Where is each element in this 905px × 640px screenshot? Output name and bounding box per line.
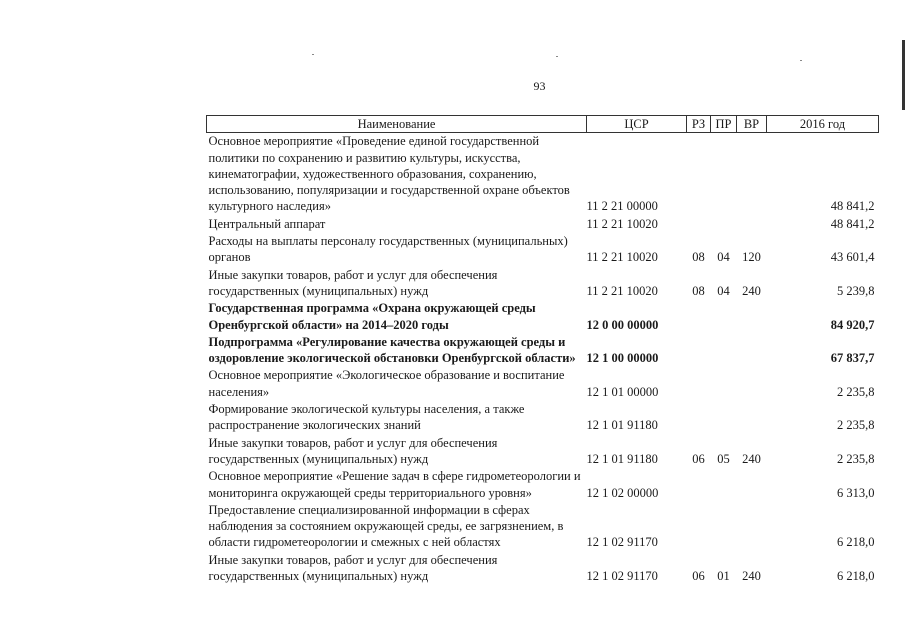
cell-sum: 6 313,0 [837, 485, 875, 500]
cell-pr: 04 [717, 283, 730, 298]
table-header-row [207, 116, 879, 133]
cell-rz: 08 [692, 283, 705, 298]
budget-table [206, 115, 879, 584]
cell-name: Расходы на выплаты персоналу государственных (муниципальных) органов [208, 234, 568, 265]
cell-pr: 04 [717, 250, 730, 265]
cell-sum: 6 218,0 [837, 535, 875, 550]
cell-vr [737, 333, 767, 367]
cell-pr [711, 501, 737, 551]
cell-csr: 12 1 01 91180 [586, 451, 658, 466]
cell-rz [687, 400, 711, 434]
cell-vr [737, 133, 767, 215]
cell-sum: 5 239,8 [837, 283, 875, 298]
table-row [207, 333, 879, 367]
cell-sum: 67 837,7 [830, 351, 875, 366]
cell-csr: 11 2 21 10020 [586, 250, 658, 265]
cell-vr: 240 [742, 283, 761, 298]
cell-vr [737, 467, 767, 501]
cell-vr [737, 400, 767, 434]
cell-vr [737, 215, 767, 232]
cell-name: Формирование экологической культуры населения, а также распространение экологических знаний [208, 402, 525, 433]
cell-vr: 240 [742, 451, 761, 466]
table-row [207, 133, 879, 215]
table-row [207, 215, 879, 232]
cell-rz [687, 333, 711, 367]
cell-vr: 120 [742, 250, 761, 265]
cell-rz [687, 501, 711, 551]
cell-name: Предоставление специализированной информации в сферах наблюдения за состоянием окружающей среды, ее загрязнением, в области гидрометеорологии и смежных с ней областях [208, 502, 564, 550]
cell-csr: 12 1 02 91170 [586, 535, 658, 550]
scan-dot [556, 56, 558, 57]
table-row [207, 467, 879, 501]
cell-pr [711, 133, 737, 215]
cell-rz: 06 [692, 569, 705, 584]
scan-dot [312, 54, 314, 55]
cell-pr [711, 333, 737, 367]
cell-name: Иные закупки товаров, работ и услуг для обеспечения государственных (муниципальных) нужд [208, 267, 498, 298]
table-row [207, 232, 879, 266]
cell-name: Основное мероприятие «Решение задач в сфере гидрометеорологии и мониторинга окружающей среды территориального уровня» [208, 469, 581, 500]
table-row [207, 299, 879, 333]
cell-sum: 2 235,8 [837, 451, 875, 466]
table-row [207, 434, 879, 468]
cell-csr: 12 0 00 00000 [586, 317, 659, 332]
header-name: Наименование [207, 116, 587, 133]
cell-rz: 06 [692, 451, 705, 466]
cell-rz [687, 467, 711, 501]
cell-pr: 01 [717, 569, 730, 584]
cell-name: Государственная программа «Охрана окружающей среды Оренбургской области» на 2014–2020 годы [208, 301, 536, 332]
cell-csr: 12 1 01 00000 [586, 384, 659, 399]
cell-name: Основное мероприятие «Проведение единой государственной политики по сохранению и развитию культуры, искусства, кинематографии, художественного образования, сохранению, использованию, популяризации и государственной охране объектов культурного наследия» [208, 134, 570, 214]
cell-sum: 43 601,4 [830, 250, 875, 265]
cell-csr: 12 1 02 00000 [586, 485, 659, 500]
cell-pr [711, 400, 737, 434]
table-row [207, 501, 879, 551]
cell-pr [711, 467, 737, 501]
scan-dot [800, 60, 802, 61]
cell-name: Основное мероприятие «Экологическое образование и воспитание населения» [208, 368, 565, 399]
cell-vr [737, 501, 767, 551]
cell-csr: 11 2 21 00000 [586, 199, 658, 214]
cell-sum: 48 841,2 [830, 216, 875, 231]
table-row [207, 400, 879, 434]
table-row [207, 366, 879, 400]
header-csr: ЦСР [587, 116, 687, 133]
cell-name: Иные закупки товаров, работ и услуг для обеспечения государственных (муниципальных) нужд [208, 435, 498, 466]
cell-pr [711, 215, 737, 232]
cell-rz [687, 366, 711, 400]
header-sum: 2016 год [767, 116, 879, 133]
cell-csr: 11 2 21 10020 [586, 283, 658, 298]
cell-name: Иные закупки товаров, работ и услуг для обеспечения государственных (муниципальных) нужд [208, 552, 498, 584]
cell-name: Подпрограмма «Регулирование качества окружающей среды и оздоровление экологической обстановки Оренбургской области» [208, 334, 576, 366]
header-pr: ПР [711, 116, 737, 133]
cell-sum: 48 841,2 [830, 199, 875, 214]
table-row [207, 266, 879, 300]
cell-sum: 6 218,0 [837, 569, 875, 584]
cell-csr: 11 2 21 10020 [586, 216, 658, 231]
cell-sum: 84 920,7 [830, 317, 875, 332]
table-body [207, 133, 879, 585]
cell-sum: 2 235,8 [837, 384, 875, 399]
cell-rz [687, 133, 711, 215]
cell-rz: 08 [692, 250, 705, 265]
cell-csr: 12 1 02 91170 [586, 569, 658, 584]
cell-sum: 2 235,8 [837, 418, 875, 433]
cell-pr [711, 299, 737, 333]
cell-csr: 12 1 01 91180 [586, 418, 658, 433]
cell-rz [687, 215, 711, 232]
cell-vr: 240 [742, 569, 761, 584]
cell-vr [737, 366, 767, 400]
cell-pr [711, 366, 737, 400]
cell-vr [737, 299, 767, 333]
cell-csr: 12 1 00 00000 [586, 351, 659, 366]
page-number: 93 [533, 79, 546, 93]
cell-rz [687, 299, 711, 333]
cell-name: Центральный аппарат [208, 216, 326, 231]
cell-pr: 05 [717, 451, 730, 466]
table-row [207, 551, 879, 585]
header-rz: РЗ [687, 116, 711, 133]
header-vr: ВР [737, 116, 767, 133]
